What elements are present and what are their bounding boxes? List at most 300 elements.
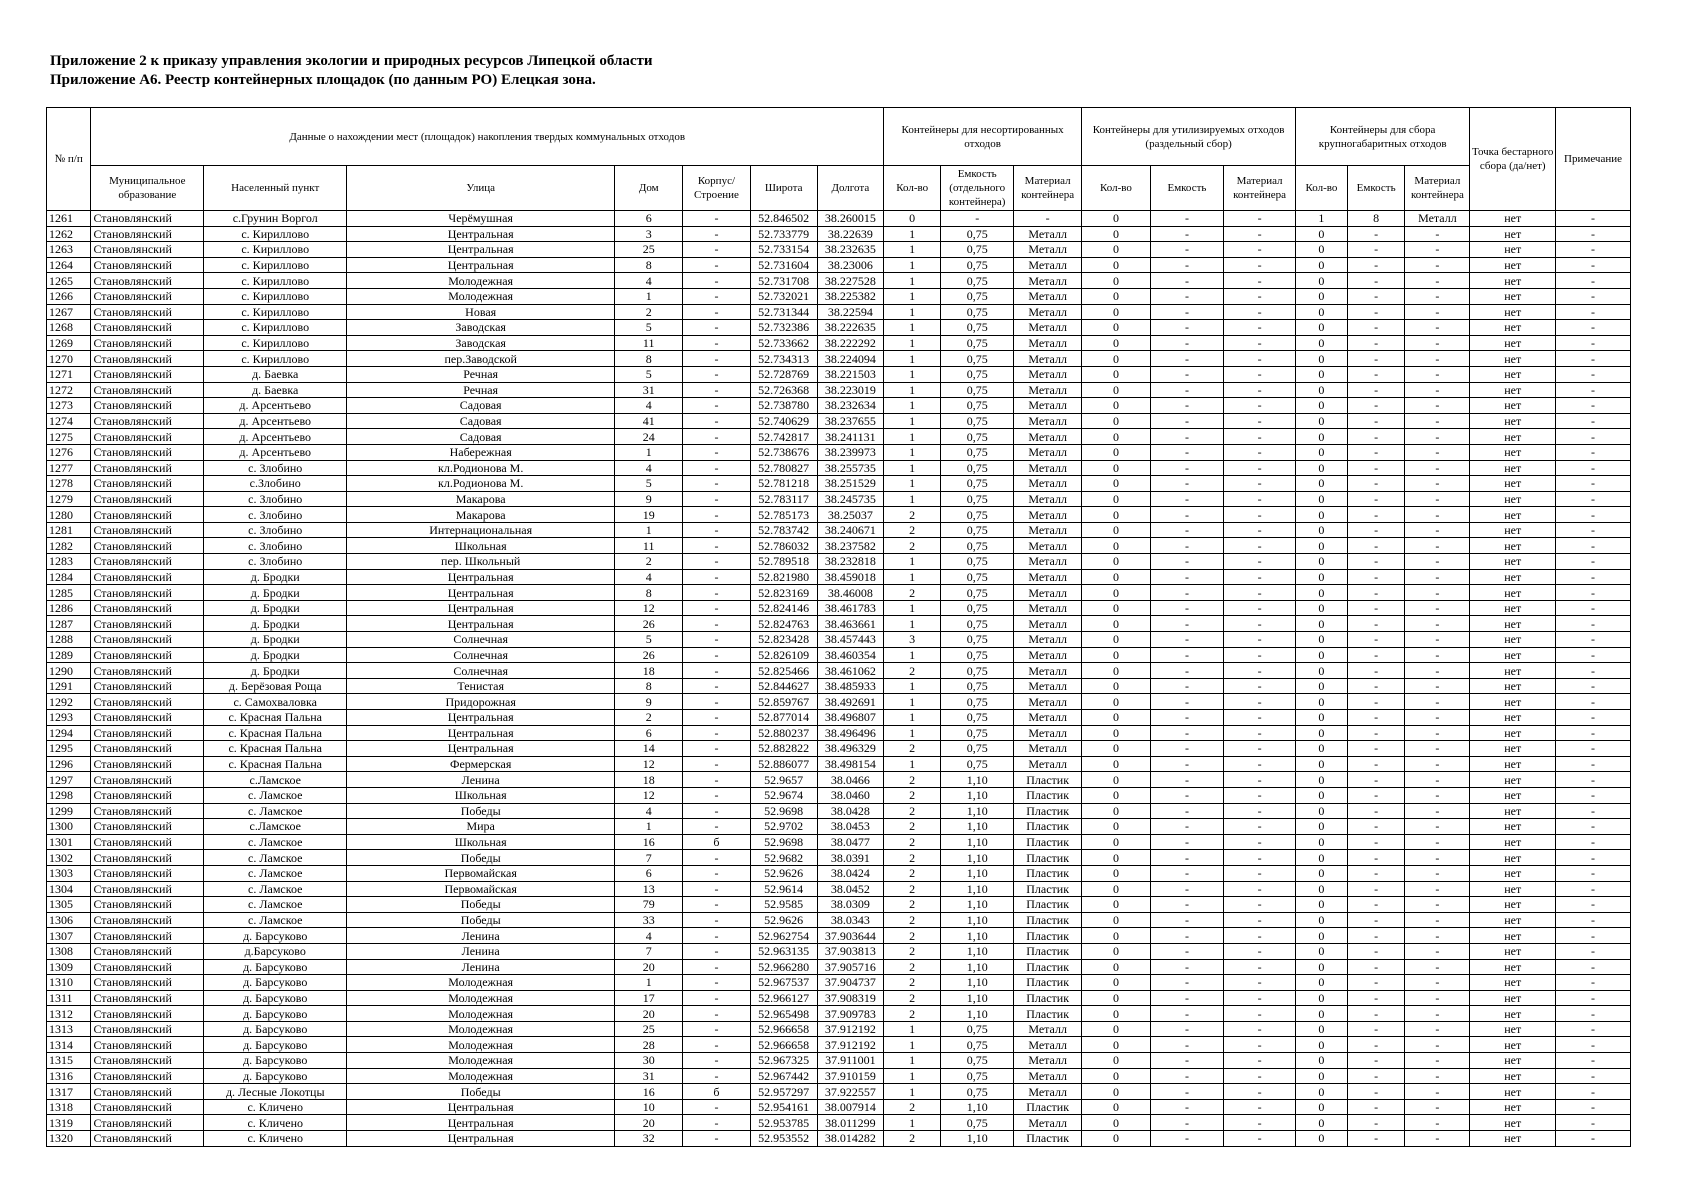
house-cell: 12 xyxy=(615,600,683,616)
street-cell: Победы xyxy=(347,897,615,913)
unsorted-count-cell: 1 xyxy=(883,1053,940,1069)
recyclable-material-cell: - xyxy=(1224,1099,1296,1115)
bulky-count-cell: 0 xyxy=(1295,928,1347,944)
bulky-count-cell: 0 xyxy=(1295,1037,1347,1053)
bulky-material-cell: - xyxy=(1405,507,1470,523)
settlement-cell: д. Барсуково xyxy=(204,1053,347,1069)
street-cell: Центральная xyxy=(347,600,615,616)
unsorted-volume-cell: 0,75 xyxy=(941,398,1014,414)
bulky-count-cell: 0 xyxy=(1295,1099,1347,1115)
recyclable-volume-cell: - xyxy=(1150,382,1224,398)
house-cell: 30 xyxy=(615,1053,683,1069)
bulky-volume-cell: - xyxy=(1347,538,1404,554)
recyclable-count-cell: 0 xyxy=(1082,460,1150,476)
building-cell: - xyxy=(683,616,750,632)
recyclable-count-cell: 0 xyxy=(1082,725,1150,741)
settlement-cell: с. Кириллово xyxy=(204,288,347,304)
unsorted-count-cell: 1 xyxy=(883,569,940,585)
recyclable-volume-cell: - xyxy=(1150,476,1224,492)
recyclable-material-cell: - xyxy=(1224,725,1296,741)
bulky-volume-cell: - xyxy=(1347,663,1404,679)
unsorted-volume-cell: 1,10 xyxy=(941,928,1014,944)
unsorted-count-cell: 1 xyxy=(883,242,940,258)
settlement-cell: с. Злобино xyxy=(204,491,347,507)
recyclable-volume-cell: - xyxy=(1150,959,1224,975)
note-cell: - xyxy=(1556,554,1631,570)
bulky-material-cell: - xyxy=(1405,710,1470,726)
municipality-cell: Становлянский xyxy=(91,725,204,741)
latitude-cell: 52.846502 xyxy=(750,211,817,227)
unsorted-volume-cell: 0,75 xyxy=(941,1053,1014,1069)
latitude-cell: 52.9698 xyxy=(750,803,817,819)
table-row xyxy=(47,335,1631,351)
row-number-cell: 1295 xyxy=(47,741,91,757)
building-cell: - xyxy=(683,850,750,866)
bulky-volume-cell: - xyxy=(1347,335,1404,351)
unsorted-count-cell: 1 xyxy=(883,491,940,507)
unsorted-volume-cell: 0,75 xyxy=(941,476,1014,492)
recyclable-count-cell: 0 xyxy=(1082,444,1150,460)
unsorted-material-cell: Металл xyxy=(1014,647,1082,663)
bulky-count-cell: 0 xyxy=(1295,881,1347,897)
bulky-material-cell: - xyxy=(1405,476,1470,492)
municipality-cell: Становлянский xyxy=(91,382,204,398)
street-cell: Победы xyxy=(347,912,615,928)
street-cell: Солнечная xyxy=(347,632,615,648)
unsorted-material-cell: Металл xyxy=(1014,444,1082,460)
unsorted-material-cell: Металл xyxy=(1014,1084,1082,1100)
recyclable-volume-cell: - xyxy=(1150,725,1224,741)
unsorted-material-cell: Металл xyxy=(1014,335,1082,351)
unsorted-volume-cell: 0,75 xyxy=(941,507,1014,523)
recyclable-material-cell: - xyxy=(1224,211,1296,227)
unsorted-material-cell: Металл xyxy=(1014,710,1082,726)
unsorted-count-cell: 2 xyxy=(883,741,940,757)
row-number-cell: 1319 xyxy=(47,1115,91,1131)
settlement-cell: с. Кличено xyxy=(204,1131,347,1147)
settlement-cell: с. Красная Пальна xyxy=(204,710,347,726)
latitude-cell: 52.823169 xyxy=(750,585,817,601)
bagless-header: Точка бестарного сбора (да/нет) xyxy=(1470,108,1556,211)
bulky-count-cell: 0 xyxy=(1295,398,1347,414)
bagless-cell: нет xyxy=(1470,335,1556,351)
recyclable-material-cell: - xyxy=(1224,366,1296,382)
unsorted-volume-cell: 0,75 xyxy=(941,678,1014,694)
latitude-cell: 52.877014 xyxy=(750,710,817,726)
latitude-cell: 52.732386 xyxy=(750,320,817,336)
house-cell: 4 xyxy=(615,398,683,414)
settlement-cell: д. Барсуково xyxy=(204,1021,347,1037)
recyclable-group-header: Контейнеры для утилизируемых отходов (раздельный сбор) xyxy=(1082,108,1296,166)
bulky-count-cell: 0 xyxy=(1295,569,1347,585)
longitude-cell: 37.908319 xyxy=(817,990,883,1006)
municipality-cell: Становлянский xyxy=(91,897,204,913)
house-cell: 4 xyxy=(615,803,683,819)
bagless-cell: нет xyxy=(1470,741,1556,757)
bulky-material-cell: - xyxy=(1405,554,1470,570)
street-cell: Центральная xyxy=(347,226,615,242)
bagless-cell: нет xyxy=(1470,803,1556,819)
building-cell: - xyxy=(683,943,750,959)
location-group-header: Данные о нахождении мест (площадок) накопления твердых коммунальных отходов xyxy=(91,108,883,166)
recyclable-volume-cell: - xyxy=(1150,647,1224,663)
table-row xyxy=(47,491,1631,507)
recyclable-material-cell: - xyxy=(1224,491,1296,507)
building-cell: - xyxy=(683,1021,750,1037)
row-number-cell: 1312 xyxy=(47,1006,91,1022)
bulky-count-cell: 0 xyxy=(1295,538,1347,554)
bagless-cell: нет xyxy=(1470,1099,1556,1115)
table-row xyxy=(47,897,1631,913)
unsorted-material-cell: Пластик xyxy=(1014,912,1082,928)
recyclable-volume-cell: - xyxy=(1150,1099,1224,1115)
longitude-cell: 38.255735 xyxy=(817,460,883,476)
recyclable-count-cell: 0 xyxy=(1082,959,1150,975)
longitude-cell: 38.461783 xyxy=(817,600,883,616)
latitude-cell: 52.967325 xyxy=(750,1053,817,1069)
recyclable-count-cell: 0 xyxy=(1082,834,1150,850)
note-cell: - xyxy=(1556,1115,1631,1131)
bulky-count-cell: 0 xyxy=(1295,444,1347,460)
settlement-cell: с. Красная Пальна xyxy=(204,741,347,757)
recyclable-count-cell: 0 xyxy=(1082,257,1150,273)
recyclable-material-cell: - xyxy=(1224,273,1296,289)
note-cell: - xyxy=(1556,710,1631,726)
house-cell: 26 xyxy=(615,647,683,663)
recyclable-material-cell: - xyxy=(1224,632,1296,648)
bagless-cell: нет xyxy=(1470,226,1556,242)
bagless-cell: нет xyxy=(1470,413,1556,429)
municipality-cell: Становлянский xyxy=(91,990,204,1006)
table-row xyxy=(47,819,1631,835)
table-row xyxy=(47,398,1631,414)
bulky-volume-cell: - xyxy=(1347,850,1404,866)
street-cell: Молодежная xyxy=(347,990,615,1006)
recyclable-volume-cell: - xyxy=(1150,1037,1224,1053)
recyclable-volume-cell: - xyxy=(1150,663,1224,679)
bulky-count-cell: 0 xyxy=(1295,413,1347,429)
building-cell: - xyxy=(683,647,750,663)
bulky-material-cell: - xyxy=(1405,865,1470,881)
unsorted-volume-cell: - xyxy=(941,211,1014,227)
bagless-cell: нет xyxy=(1470,569,1556,585)
unsorted-count-cell: 1 xyxy=(883,1021,940,1037)
bagless-cell: нет xyxy=(1470,538,1556,554)
recyclable-material-cell: - xyxy=(1224,943,1296,959)
unsorted-count-cell: 2 xyxy=(883,1099,940,1115)
note-cell: - xyxy=(1556,912,1631,928)
building-cell: - xyxy=(683,975,750,991)
table-row xyxy=(47,834,1631,850)
row-number-cell: 1292 xyxy=(47,694,91,710)
bulky-material-cell: - xyxy=(1405,725,1470,741)
unsorted-material-cell: Пластик xyxy=(1014,1006,1082,1022)
settlement-cell: с. Ламское xyxy=(204,850,347,866)
unsorted-volume-cell: 1,10 xyxy=(941,772,1014,788)
longitude-cell: 38.457443 xyxy=(817,632,883,648)
building-cell: - xyxy=(683,865,750,881)
longitude-cell: 37.903644 xyxy=(817,928,883,944)
unsorted-volume-cell: 0,75 xyxy=(941,741,1014,757)
bulky-volume-cell: - xyxy=(1347,257,1404,273)
unsorted-material-cell: Металл xyxy=(1014,476,1082,492)
note-cell: - xyxy=(1556,756,1631,772)
unsorted-material-cell: Металл xyxy=(1014,413,1082,429)
recyclable-material-cell: - xyxy=(1224,710,1296,726)
unsorted-count-cell: 1 xyxy=(883,413,940,429)
bagless-cell: нет xyxy=(1470,975,1556,991)
building-cell: - xyxy=(683,1037,750,1053)
recyclable-count-cell: 0 xyxy=(1082,366,1150,382)
recyclable-material-cell: - xyxy=(1224,959,1296,975)
unsorted-count-cell: 2 xyxy=(883,507,940,523)
bulky-volume-cell: - xyxy=(1347,1006,1404,1022)
unsorted-material-cell: Металл xyxy=(1014,304,1082,320)
unsorted-volume-header: Емкость (отдельного контейнера) xyxy=(941,166,1014,211)
municipality-cell: Становлянский xyxy=(91,522,204,538)
recyclable-volume-cell: - xyxy=(1150,226,1224,242)
table-row xyxy=(47,1021,1631,1037)
note-cell: - xyxy=(1556,772,1631,788)
municipality-cell: Становлянский xyxy=(91,975,204,991)
note-cell: - xyxy=(1556,663,1631,679)
bulky-count-cell: 0 xyxy=(1295,710,1347,726)
bulky-material-cell: - xyxy=(1405,366,1470,382)
recyclable-material-cell: - xyxy=(1224,803,1296,819)
table-row xyxy=(47,663,1631,679)
settlement-cell: д. Баевка xyxy=(204,382,347,398)
building-cell: - xyxy=(683,928,750,944)
bulky-material-cell: - xyxy=(1405,975,1470,991)
building-cell: - xyxy=(683,959,750,975)
latitude-cell: 52.740629 xyxy=(750,413,817,429)
note-cell: - xyxy=(1556,975,1631,991)
house-cell: 8 xyxy=(615,678,683,694)
municipality-cell: Становлянский xyxy=(91,850,204,866)
settlement-cell: с. Кличено xyxy=(204,1115,347,1131)
unsorted-count-cell: 2 xyxy=(883,990,940,1006)
bulky-volume-cell: - xyxy=(1347,725,1404,741)
settlement-cell: д. Бродки xyxy=(204,600,347,616)
bulky-count-cell: 0 xyxy=(1295,756,1347,772)
bulky-volume-cell: - xyxy=(1347,772,1404,788)
latitude-cell: 52.963135 xyxy=(750,943,817,959)
note-cell: - xyxy=(1556,320,1631,336)
bulky-count-cell: 0 xyxy=(1295,865,1347,881)
longitude-cell: 38.25037 xyxy=(817,507,883,523)
unsorted-material-cell: Пластик xyxy=(1014,772,1082,788)
street-cell: Молодежная xyxy=(347,975,615,991)
street-cell: Придорожная xyxy=(347,694,615,710)
street-cell: Молодежная xyxy=(347,288,615,304)
house-cell: 5 xyxy=(615,632,683,648)
settlement-cell: д. Барсуково xyxy=(204,1037,347,1053)
bulky-count-cell: 0 xyxy=(1295,912,1347,928)
recyclable-count-cell: 0 xyxy=(1082,413,1150,429)
latitude-cell: 52.9698 xyxy=(750,834,817,850)
row-number-cell: 1281 xyxy=(47,522,91,538)
unsorted-material-cell: Пластик xyxy=(1014,865,1082,881)
recyclable-material-cell: - xyxy=(1224,912,1296,928)
bulky-count-cell: 0 xyxy=(1295,678,1347,694)
street-cell: Школьная xyxy=(347,538,615,554)
latitude-cell: 52.882822 xyxy=(750,741,817,757)
recyclable-count-cell: 0 xyxy=(1082,538,1150,554)
recyclable-count-cell: 0 xyxy=(1082,585,1150,601)
note-cell: - xyxy=(1556,242,1631,258)
municipality-cell: Становлянский xyxy=(91,413,204,429)
bulky-count-cell: 0 xyxy=(1295,959,1347,975)
unsorted-volume-cell: 0,75 xyxy=(941,1037,1014,1053)
table-row xyxy=(47,382,1631,398)
building-cell: - xyxy=(683,382,750,398)
latitude-cell: 52.733154 xyxy=(750,242,817,258)
bagless-cell: нет xyxy=(1470,725,1556,741)
note-cell: - xyxy=(1556,507,1631,523)
municipality-cell: Становлянский xyxy=(91,819,204,835)
longitude-cell: 38.240671 xyxy=(817,522,883,538)
bulky-material-cell: - xyxy=(1405,819,1470,835)
settlement-cell: д. Бродки xyxy=(204,585,347,601)
bulky-material-cell: - xyxy=(1405,1006,1470,1022)
bagless-cell: нет xyxy=(1470,678,1556,694)
building-cell: - xyxy=(683,460,750,476)
municipality-cell: Становлянский xyxy=(91,928,204,944)
bagless-cell: нет xyxy=(1470,632,1556,648)
building-cell: - xyxy=(683,725,750,741)
longitude-cell: 38.496329 xyxy=(817,741,883,757)
table-header xyxy=(47,108,1631,211)
table-row xyxy=(47,1099,1631,1115)
recyclable-material-cell: - xyxy=(1224,928,1296,944)
note-cell: - xyxy=(1556,741,1631,757)
municipality-cell: Становлянский xyxy=(91,834,204,850)
note-cell: - xyxy=(1556,460,1631,476)
longitude-cell: 38.0309 xyxy=(817,897,883,913)
building-cell: - xyxy=(683,257,750,273)
unsorted-count-cell: 2 xyxy=(883,881,940,897)
unsorted-volume-cell: 1,10 xyxy=(941,990,1014,1006)
longitude-cell: 38.23006 xyxy=(817,257,883,273)
bulky-count-cell: 0 xyxy=(1295,772,1347,788)
longitude-cell: 38.496807 xyxy=(817,710,883,726)
street-cell: Речная xyxy=(347,366,615,382)
house-cell: 1 xyxy=(615,975,683,991)
bulky-count-cell: 0 xyxy=(1295,554,1347,570)
municipality-cell: Становлянский xyxy=(91,1131,204,1147)
recyclable-material-cell: - xyxy=(1224,1037,1296,1053)
table-row xyxy=(47,616,1631,632)
bulky-material-cell: - xyxy=(1405,1099,1470,1115)
note-cell: - xyxy=(1556,865,1631,881)
latitude-header: Широта xyxy=(750,166,817,211)
bagless-cell: нет xyxy=(1470,710,1556,726)
unsorted-count-cell: 1 xyxy=(883,476,940,492)
note-cell: - xyxy=(1556,569,1631,585)
recyclable-count-cell: 0 xyxy=(1082,1115,1150,1131)
latitude-cell: 52.967537 xyxy=(750,975,817,991)
bagless-cell: нет xyxy=(1470,211,1556,227)
bulky-volume-cell: - xyxy=(1347,476,1404,492)
longitude-cell: 37.912192 xyxy=(817,1037,883,1053)
row-number-cell: 1286 xyxy=(47,600,91,616)
street-cell: Набережная xyxy=(347,444,615,460)
recyclable-volume-cell: - xyxy=(1150,444,1224,460)
bagless-cell: нет xyxy=(1470,912,1556,928)
row-number-cell: 1275 xyxy=(47,429,91,445)
bulky-group-header: Контейнеры для сбора крупногабаритных отходов xyxy=(1295,108,1470,166)
street-cell: Тенистая xyxy=(347,678,615,694)
latitude-cell: 52.786032 xyxy=(750,538,817,554)
bulky-count-cell: 0 xyxy=(1295,787,1347,803)
street-cell: пер.Заводской xyxy=(347,351,615,367)
recyclable-volume-cell: - xyxy=(1150,1053,1224,1069)
recyclable-count-cell: 0 xyxy=(1082,865,1150,881)
latitude-cell: 52.733662 xyxy=(750,335,817,351)
recyclable-volume-cell: - xyxy=(1150,1084,1224,1100)
street-cell: Макарова xyxy=(347,491,615,507)
bulky-material-cell: - xyxy=(1405,881,1470,897)
note-cell: - xyxy=(1556,990,1631,1006)
unsorted-volume-cell: 1,10 xyxy=(941,1006,1014,1022)
bagless-cell: нет xyxy=(1470,943,1556,959)
street-cell: Первомайская xyxy=(347,881,615,897)
longitude-cell: 38.46008 xyxy=(817,585,883,601)
recyclable-count-cell: 0 xyxy=(1082,678,1150,694)
street-cell: Центральная xyxy=(347,1099,615,1115)
house-cell: 11 xyxy=(615,538,683,554)
longitude-cell: 38.232635 xyxy=(817,242,883,258)
unsorted-material-cell: Металл xyxy=(1014,398,1082,414)
recyclable-material-cell: - xyxy=(1224,694,1296,710)
table-row xyxy=(47,366,1631,382)
longitude-cell: 38.0460 xyxy=(817,787,883,803)
house-cell: 12 xyxy=(615,756,683,772)
row-number-cell: 1280 xyxy=(47,507,91,523)
row-number-cell: 1297 xyxy=(47,772,91,788)
bagless-cell: нет xyxy=(1470,1068,1556,1084)
table-row xyxy=(47,741,1631,757)
street-cell: Первомайская xyxy=(347,865,615,881)
bulky-volume-cell: - xyxy=(1347,585,1404,601)
note-cell: - xyxy=(1556,600,1631,616)
bulky-material-cell: - xyxy=(1405,335,1470,351)
document-title-line-2: Приложение А6. Реестр контейнерных площадок (по данным РО) Елецкая зона. xyxy=(50,72,596,88)
recyclable-count-cell: 0 xyxy=(1082,819,1150,835)
unsorted-volume-cell: 0,75 xyxy=(941,554,1014,570)
recyclable-material-cell: - xyxy=(1224,756,1296,772)
bulky-material-cell: - xyxy=(1405,585,1470,601)
bulky-count-cell: 1 xyxy=(1295,211,1347,227)
bagless-cell: нет xyxy=(1470,1084,1556,1100)
recyclable-count-cell: 0 xyxy=(1082,507,1150,523)
recyclable-count-cell: 0 xyxy=(1082,522,1150,538)
longitude-cell: 38.225382 xyxy=(817,288,883,304)
house-cell: 6 xyxy=(615,865,683,881)
unsorted-count-cell: 1 xyxy=(883,694,940,710)
unsorted-count-cell: 1 xyxy=(883,600,940,616)
recyclable-volume-cell: - xyxy=(1150,990,1224,1006)
table-row xyxy=(47,1037,1631,1053)
bulky-volume-cell: - xyxy=(1347,1021,1404,1037)
note-cell: - xyxy=(1556,616,1631,632)
building-cell: - xyxy=(683,522,750,538)
table-row xyxy=(47,460,1631,476)
recyclable-material-cell: - xyxy=(1224,226,1296,242)
street-cell: Школьная xyxy=(347,834,615,850)
bulky-volume-cell: - xyxy=(1347,507,1404,523)
note-cell: - xyxy=(1556,928,1631,944)
